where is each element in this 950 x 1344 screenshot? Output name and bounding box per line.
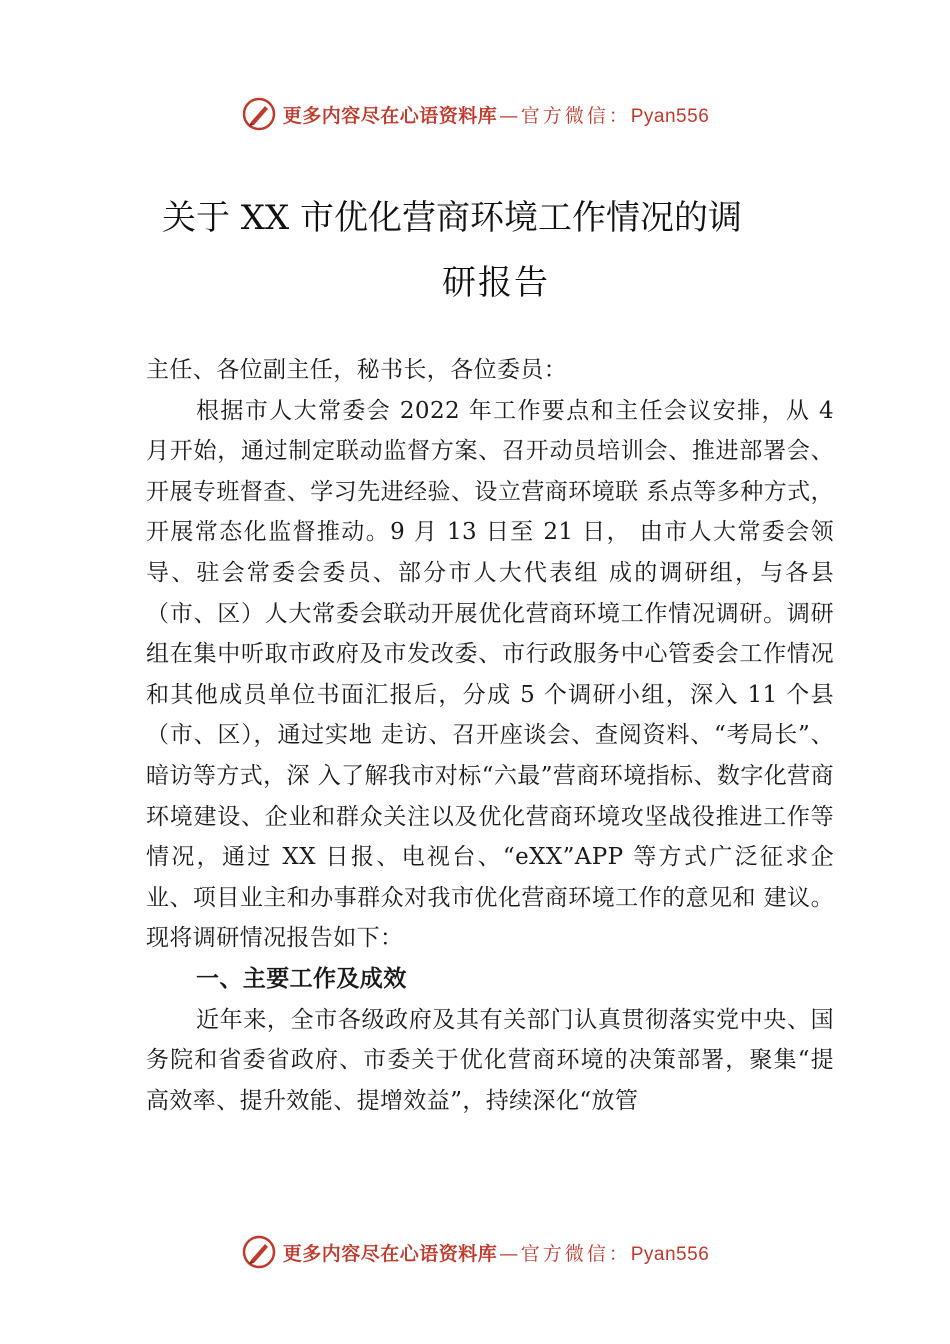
watermark-brand: 更多内容尽在心语资料库 — [282, 104, 498, 127]
watermark-text — [283, 1239, 710, 1266]
document-title-line1: 关于 XX 市优化营商环境工作情况的调 — [162, 198, 743, 238]
watermark-wechat-id: Pyan556 — [630, 1243, 710, 1265]
salutation: 主任、各位副主任，秘书长，各位委员： — [146, 357, 568, 383]
paragraph-intro: 根据市人大常委会 2022 年工作要点和主任会议安排，从 4 月开始，通过制定联动监督方案、召开动员培训会、推进部署会、开展专班督查、学习先进经验、设立营商环境联 系点等多种方式，开展常态化监督推动。9 月 13 日至 21 日， 由市人大常委会领导、驻会常委会委员、部分市人大代表组 成的调研组，与各县（市、区）人大常委会联动开展优化营商环境工作情况调研。调研组在集中听取市政府及市发改委、市行政服务中心管委会工作情况和其他成员单位书面汇报后，分成 5 个调研小组，深入 11 个县（市、区），通过实地 走访、召开座谈会、查阅资料、“考局长”、暗访等方式，深 入了解我市对标“六最”营商环境指标、数字化营商环境建设、企业和群众关注以及优化营商环境攻坚战役推进工作等情况，通过 XX 日报、电视台、“eXX”APP 等方式广泛征求企业、项目业主和办事群众对我市优化营商环境工作的意见和 建议。现将调研情况报告如下： — [146, 397, 834, 952]
watermark-label: 官方微信： — [520, 1242, 631, 1265]
pen-logo-icon — [241, 1234, 277, 1270]
watermark-dash: — — [499, 1242, 519, 1265]
watermark-banner-bottom — [0, 1232, 950, 1272]
document-title-line2: 研报告 — [442, 263, 550, 303]
watermark-wechat-id: Pyan556 — [630, 105, 710, 127]
watermark-brand: 更多内容尽在心语资料库 — [282, 1242, 498, 1265]
watermark-text — [283, 101, 710, 128]
watermark-banner-top — [0, 94, 950, 134]
document-body — [146, 350, 834, 1121]
paragraph-main-work: 近年来，全市各级政府及其有关部门认真贯彻落实党中央、国务院和省委省政府、市委关于优化营商环境的决策部署，聚集“提高效率、提升效能、提增效益”，持续深化“放管 — [146, 1006, 834, 1114]
pen-logo-icon — [241, 96, 277, 132]
watermark-dash: — — [499, 104, 519, 127]
watermark-label: 官方微信： — [520, 104, 631, 127]
section-heading: 一、主要工作及成效 — [196, 965, 407, 992]
